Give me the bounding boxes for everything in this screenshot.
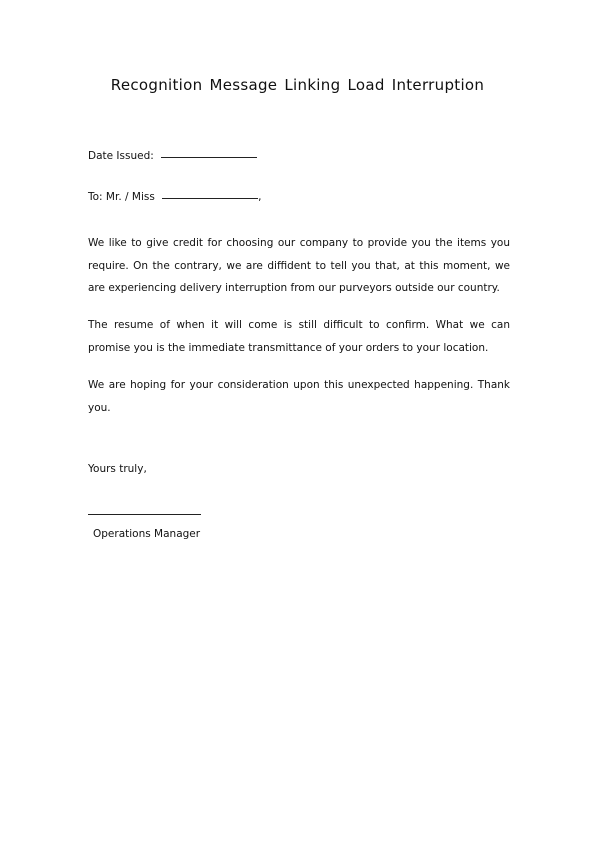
date-blank[interactable] xyxy=(161,157,257,158)
recipient-blank[interactable] xyxy=(162,198,258,199)
letter-title: Recognition Message Linking Load Interruption xyxy=(110,76,485,94)
recipient-suffix: , xyxy=(258,191,262,203)
body-paragraph-1: We like to give credit for choosing our company to provide you the items you require. On the contrary, we are diffident to tell you that, at this moment, we are experiencing delivery interruption from our purveyors outside our country. xyxy=(88,237,510,294)
body-paragraph-3: We are hoping for your consideration upon this unexpected happening. Thank you. xyxy=(88,379,510,414)
body-paragraph-2: The resume of when it will come is still difficult to confirm. What we can promise you is the immediate transmittance of your orders to your location. xyxy=(88,319,510,354)
recipient-line xyxy=(88,191,262,203)
signer-title: Operations Manager xyxy=(93,528,201,540)
date-issued-line xyxy=(88,150,257,162)
date-issued-label: Date Issued: xyxy=(88,150,154,162)
recipient-label: To: Mr. / Miss xyxy=(88,191,155,203)
signature-line[interactable] xyxy=(88,514,201,515)
closing-text: Yours truly, xyxy=(88,463,147,475)
